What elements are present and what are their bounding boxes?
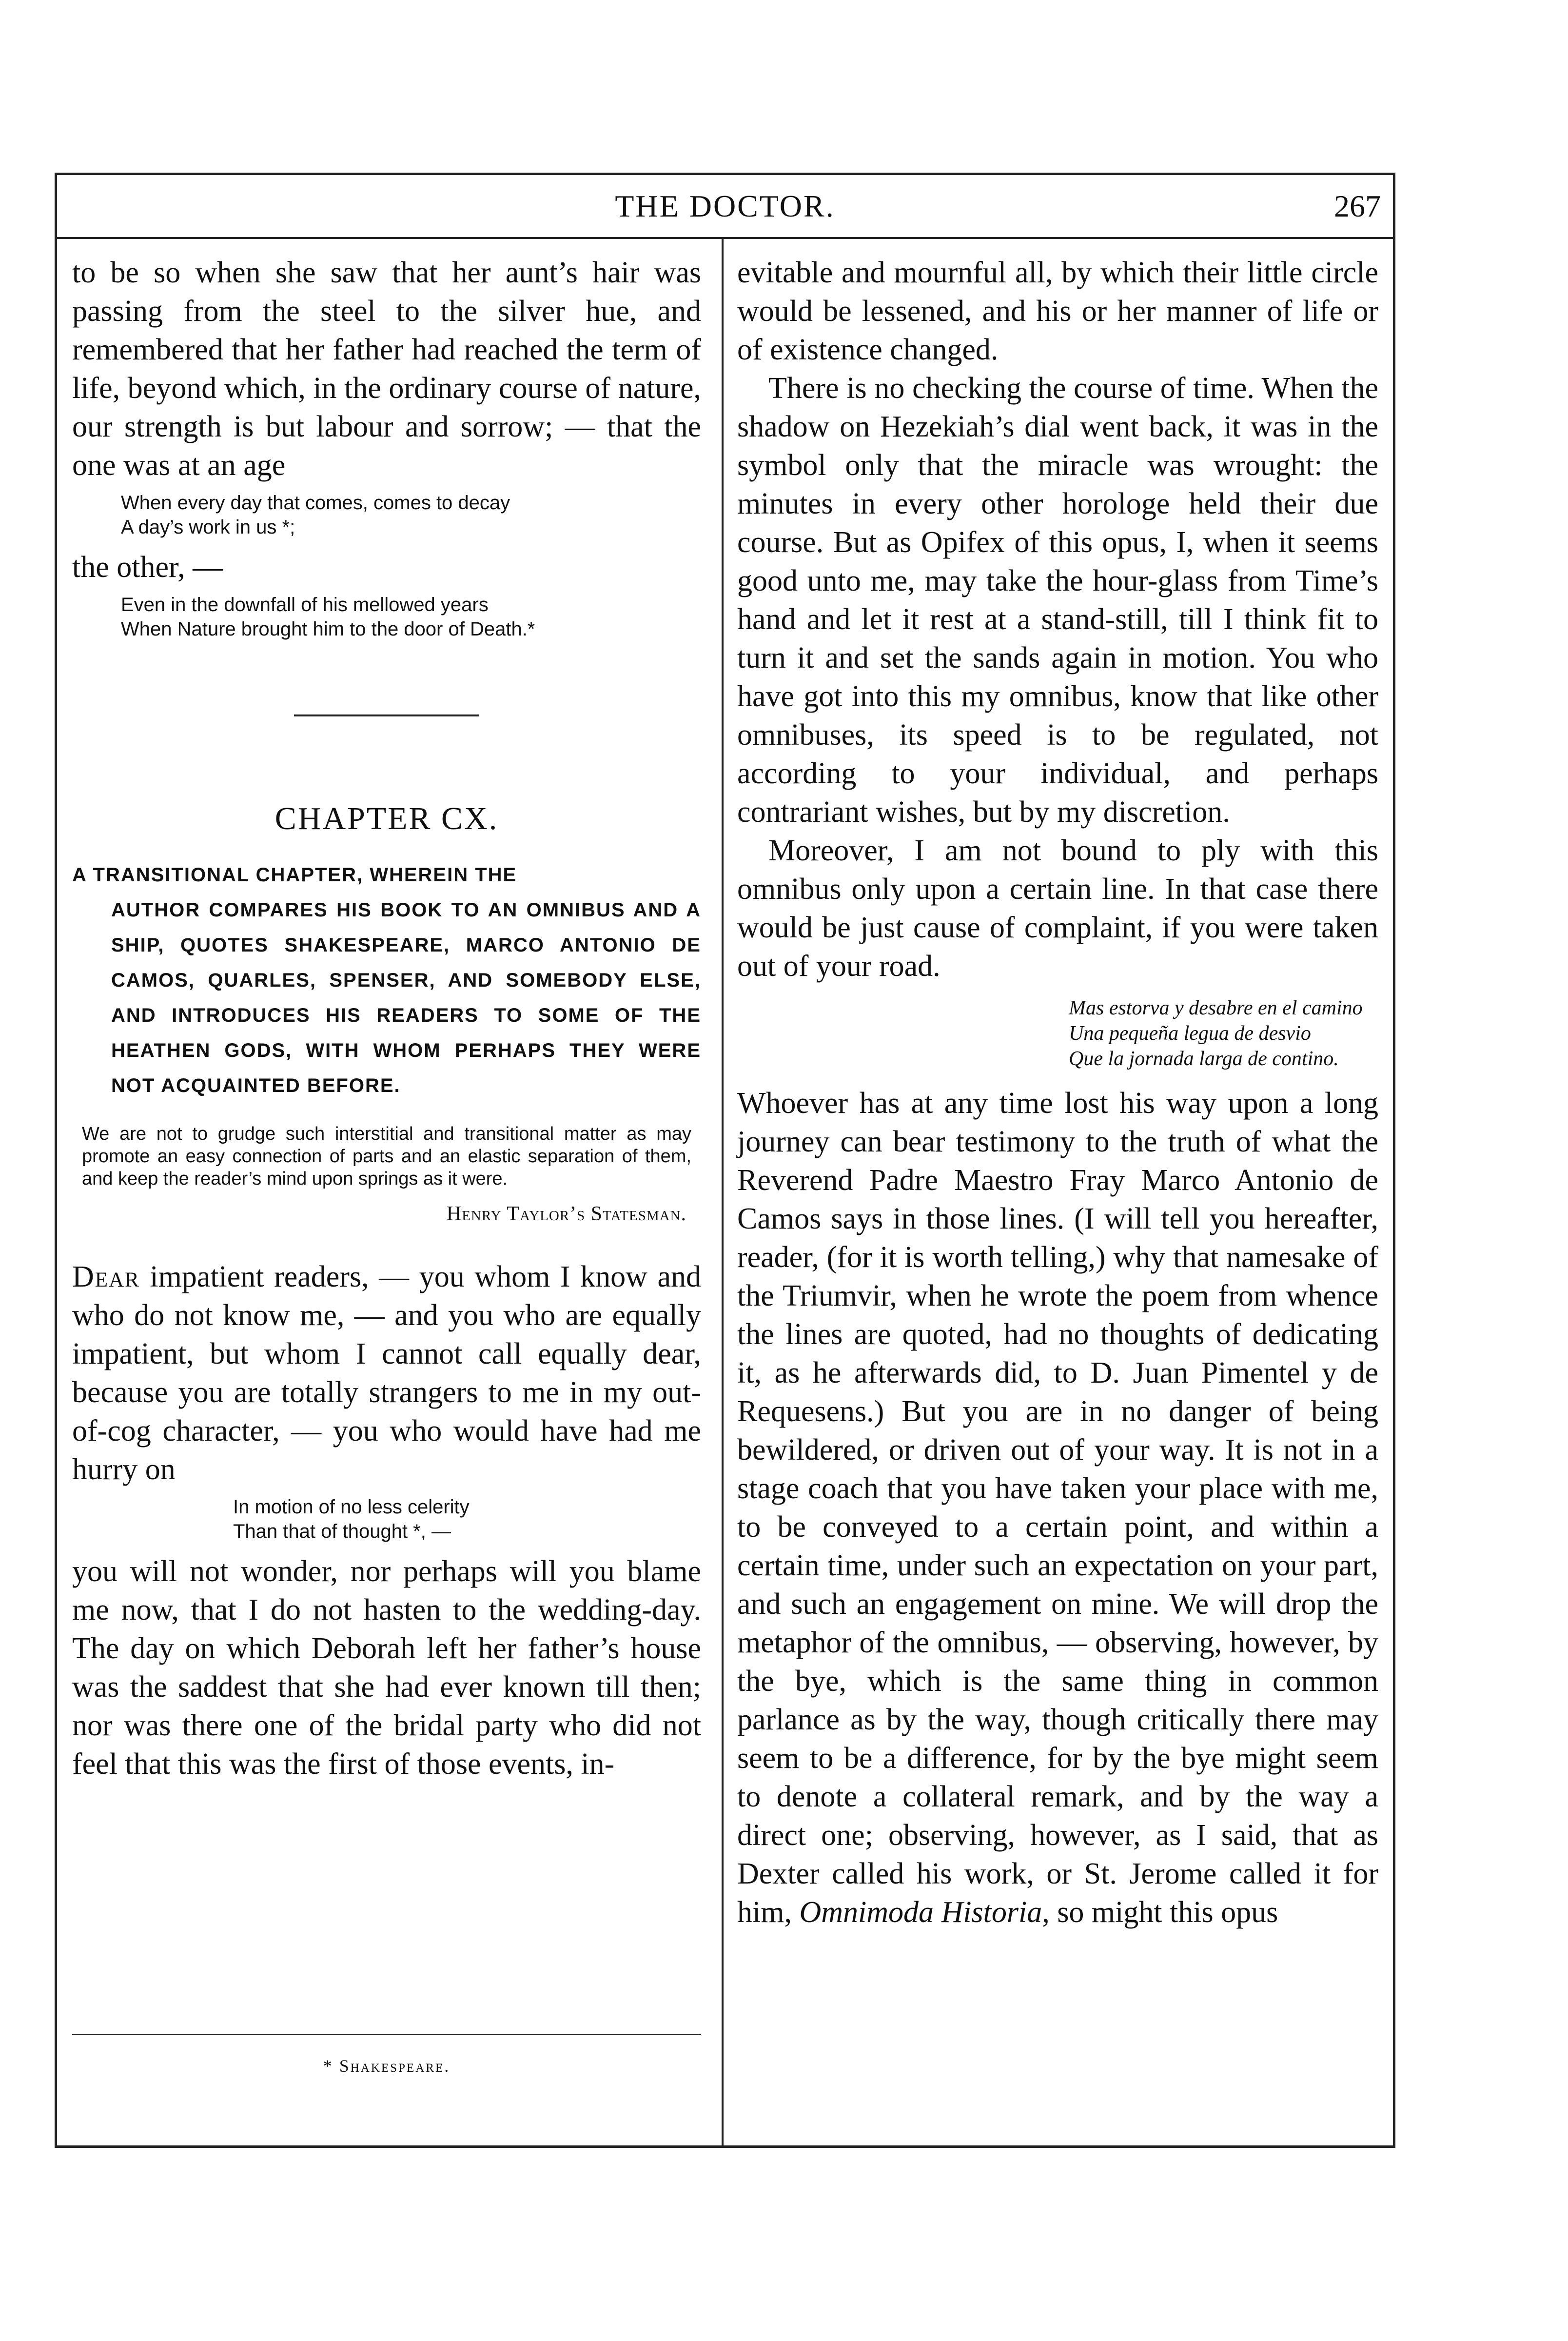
verse-quote-3: [72, 1495, 701, 1544]
argument-body: AUTHOR COMPARES HIS BOOK TO AN OMNIBUS AND A SHIP, QUOTES SHAKESPEARE, MARCO ANTONIO DE CAMOS, QUARLES, SPENSER, AND SOMEBODY ELSE, AND INTRODUCES HIS READERS TO SOME OF THE HEATHEN GODS, WITH WHOM PERHAPS THEY WERE NOT ACQUAINTED BEFORE.: [111, 899, 701, 1096]
column-divider: [722, 237, 724, 2148]
right-column: [737, 254, 1378, 1932]
opening-word: Dear: [72, 1260, 140, 1293]
verse-line: In motion of no less celerity: [233, 1496, 470, 1518]
italic-title: Omnimoda Historia: [799, 1896, 1042, 1929]
footnote: * Shakespeare.: [323, 2056, 451, 2076]
verse-line: Than that of thought *, —: [233, 1521, 451, 1542]
epigraph-source: Henry Taylor’s Statesman.: [446, 1203, 686, 1225]
closing-paragraph: you will not wonder, nor perhaps will you blame me now, that I do not hasten to the wedding-day. The day on which Deborah left her father’s house was the saddest that she had ever known till then; nor was there one of the bridal party who did not feel that this was the first of those events, in-: [72, 1555, 701, 1781]
paragraph-omnibus-line: Moreover, I am not bound to ply with this omnibus only upon a certain line. In that case there would be just cause of complaint, if you were taken out of your road.: [737, 834, 1378, 983]
paragraph-time: There is no checking the course of time. When the shadow on Hezekiah’s dial went back, it was in the symbol only that the miracle was wrought: the minutes in every other horologe held their due course. But as Opifex of this opus, I, when it seems good unto me, may take the hour-glass from Time’s hand and let it rest at a stand-still, till I think fit to turn it and set the sands again in motion. You who have got into this my omnibus, know that like other omnibuses, its speed is to be regulated, not according to your individual, and perhaps contrariant wishes, but by my discretion.: [737, 372, 1378, 829]
opening-paragraph: to be so when she saw that her aunt’s hair was passing from the steel to the silver hue, and remembered that her father had reached the term of life, beyond which, in the ordinary course of nature, our strength is but labour and sorrow; — that the one was at an age: [72, 256, 701, 482]
continued-paragraph: evitable and mournful all, by which their little circle would be lessened, and his or her manner of life or of existence changed.: [737, 256, 1378, 366]
verse-line: When every day that comes, comes to decay: [121, 492, 510, 514]
main-paragraph: [72, 1258, 701, 1489]
paragraph-journey-tail: , so might this opus: [1042, 1896, 1278, 1929]
verse-line: When Nature brought him to the door of Death.*: [121, 618, 535, 640]
footnote-rule: [72, 2034, 701, 2035]
verse-line: Mas estorva y desabre en el camino: [1069, 997, 1363, 1019]
paragraph-journey: [737, 1084, 1378, 1932]
page-number: 267: [1334, 189, 1381, 223]
page-header: [55, 179, 1395, 233]
verse-line: Que la jornada larga de contino.: [1069, 1048, 1339, 1070]
section-divider: [294, 714, 479, 716]
verse-quote-1: [72, 491, 701, 539]
chapter-argument: [72, 857, 701, 1103]
bridge-text: the other, —: [72, 551, 223, 584]
verse-line: A day’s work in us *;: [121, 516, 295, 538]
running-title: THE DOCTOR.: [615, 189, 835, 223]
verse-quote-2: [72, 593, 701, 641]
main-paragraph-text: impatient readers, — you whom I know and who do not know me, — and you who are equally impatient, but whom I cannot call equally dear, because you are totally strangers to me in my out-of-cog character, — you who would have had me hurry on: [72, 1260, 701, 1486]
header-rule: [55, 237, 1395, 239]
spanish-verse-quote: [737, 995, 1378, 1071]
left-column: [72, 254, 701, 1784]
paragraph-journey-text: Whoever has at any time lost his way upon a long journey can bear testimony to the truth of what the Reverend Padre Maestro Fray Marco Antonio de Camos says in those lines. (I will tell you hereafter, reader, (for it is worth telling,) why that namesake of the Triumvir, when he wrote the poem from whence the lines are quoted, had no thoughts of dedicating it, as he afterwards did, to D. Juan Pimentel y de Requesens.) But you are in no danger of being bewildered, or driven out of your way. It is not in a stage coach that you have taken your place with me, to be conveyed to a certain point, and within a certain time, under such an expectation on your part, and such an engagement on mine. We will drop the metaphor of the omnibus, — observing, however, by the bye, which is the same thing in common parlance as by the way, though critically there may seem to be a difference, for by the bye might seem to denote a collateral remark, and by the way a direct one; observing, however, as I said, that as Dexter called his work, or St. Jerome called it for him,: [737, 1087, 1378, 1929]
verse-line: Even in the downfall of his mellowed years: [121, 594, 489, 615]
argument-first-line: A TRANSITIONAL CHAPTER, WHEREIN THE: [72, 864, 517, 886]
epigraph: We are not to grudge such interstitial and transitional matter as may promote an easy connection of parts and an elastic separation of them, and keep the reader’s mind upon springs as it were.: [82, 1124, 691, 1189]
verse-line: Una pequeña legua de desvio: [1069, 1022, 1311, 1045]
chapter-heading: CHAPTER CX.: [274, 801, 499, 836]
